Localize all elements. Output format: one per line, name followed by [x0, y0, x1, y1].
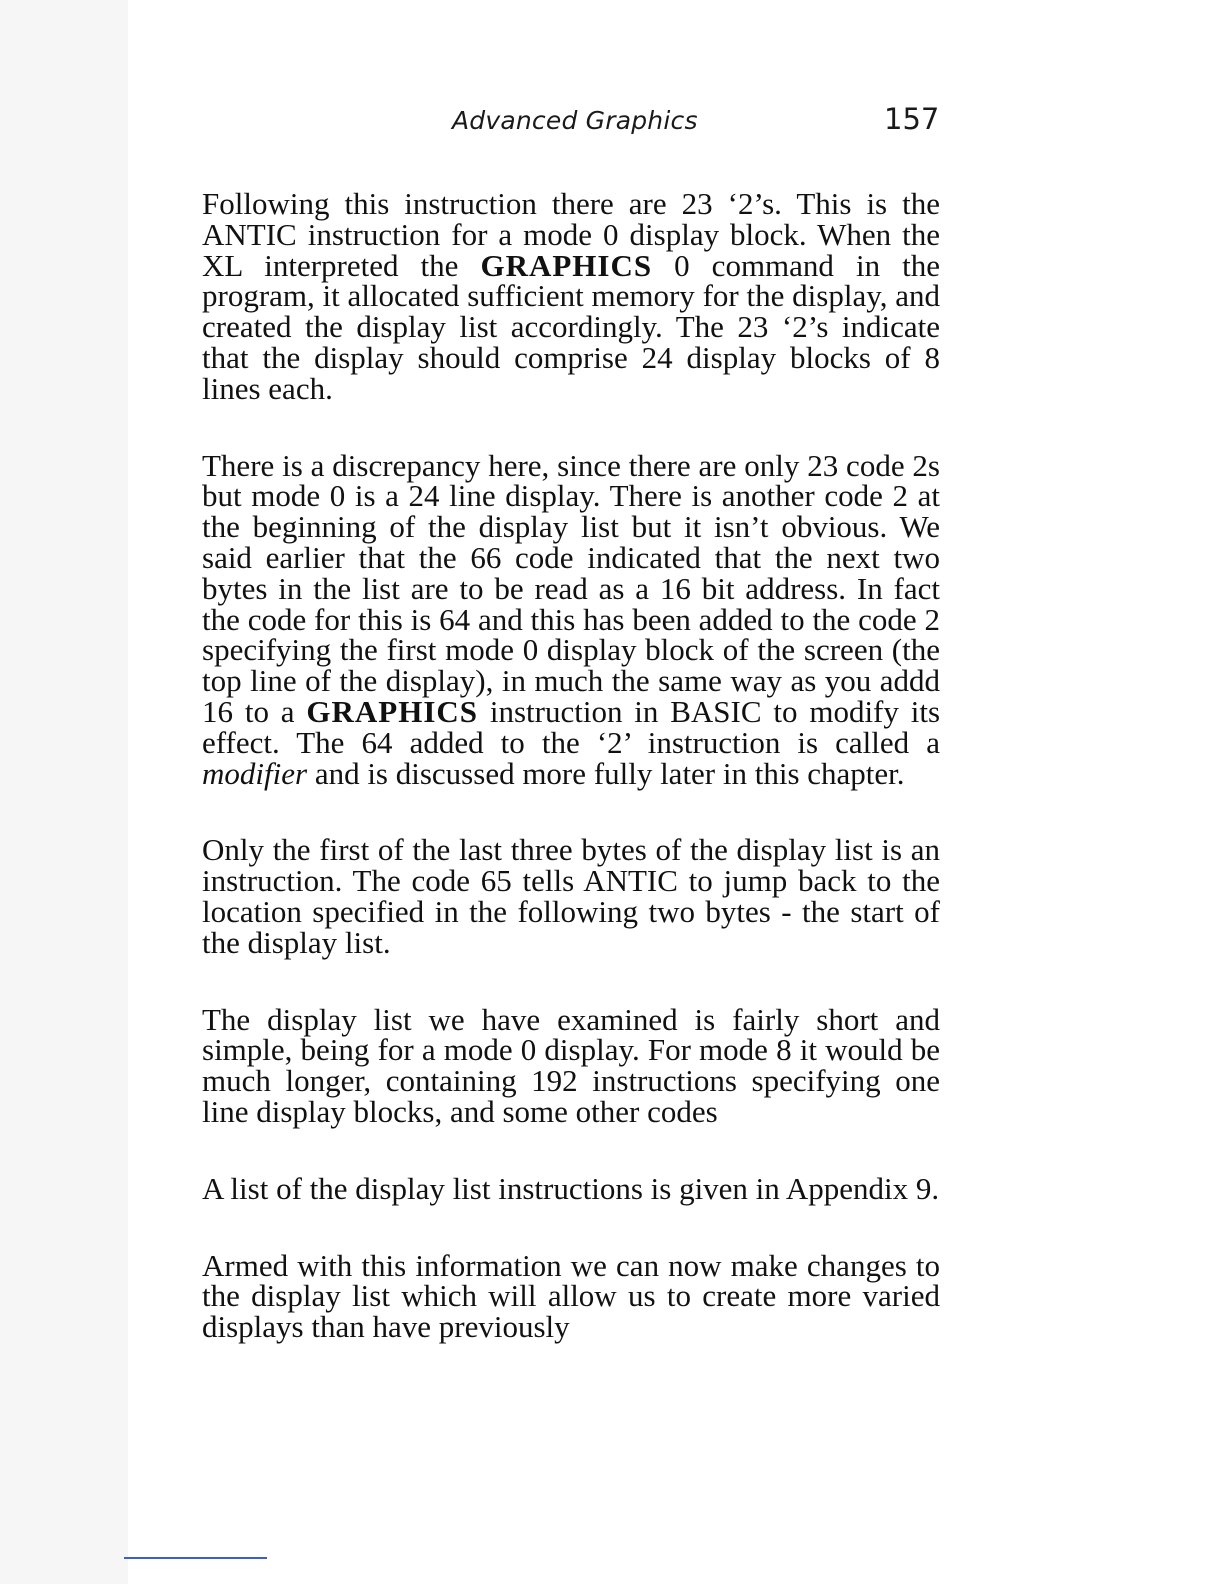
- paragraph-1-text-c: 0 command in the program, it allocated sufficient memory for the display, and created the display list accordingly. The 23 ‘2’s indicate that the display should comprise 24 display blocks of 8 lines each.: [202, 247, 941, 406]
- paragraph-2-text-e: and is discussed more fully later in this chapter.: [307, 755, 905, 791]
- paragraph-1-text-a: Following this instruction there are 23 ‘2’s. This is the ANTIC instruction for a mode 0 display block. When the XL interpreted the: [202, 186, 940, 283]
- paragraph-2-text-a: There is a discrepancy here, since there are only 23 code 2s but mode 0 is a 24 line display. There is another code 2 at the beginning of the display list but it isn’t obvious. We said earlier that the 66 code indicated that the next two bytes in the list are to be read as a 16 bit address. In fact the code for this is 64 and this has been added to the code 2 specifying the first mode 0 display block of the screen (the top line of the display), in much the same way as you addd 16 to a: [202, 447, 940, 729]
- body-text: [202, 186, 941, 1345]
- paragraph-1: [202, 186, 941, 406]
- modifier-term: modifier: [202, 755, 308, 791]
- paragraph-6: Armed with this information we can now make changes to the display list which will allow us to create more varied displays than have previously: [202, 1247, 940, 1345]
- footer-rule: [124, 1557, 267, 1559]
- page-number: 157: [884, 102, 940, 136]
- paragraph-4: The display list we have examined is fairly short and simple, being for a mode 0 display. For mode 8 it would be much longer, containing 192 instructions specifying one line display blocks, and some other codes: [202, 1001, 940, 1129]
- paragraph-3: Only the first of the last three bytes of the display list is an instruction. The code 65 tells ANTIC to jump back to the location specified in the following two bytes - the start of the display list.: [202, 832, 940, 960]
- paragraph-5: A list of the display list instructions is given in Appendix 9.: [202, 1170, 940, 1206]
- graphics-keyword: GRAPHICS: [306, 693, 479, 729]
- page-margin-shade: [0, 0, 128, 1584]
- graphics-keyword: GRAPHICS: [480, 247, 653, 283]
- paragraph-2: [202, 447, 941, 791]
- paragraph-2-text-c: instruction in BASIC to modify its effect. The 64 added to the ‘2’ instruction is called a: [202, 693, 941, 760]
- running-head: Advanced Graphics: [452, 106, 698, 135]
